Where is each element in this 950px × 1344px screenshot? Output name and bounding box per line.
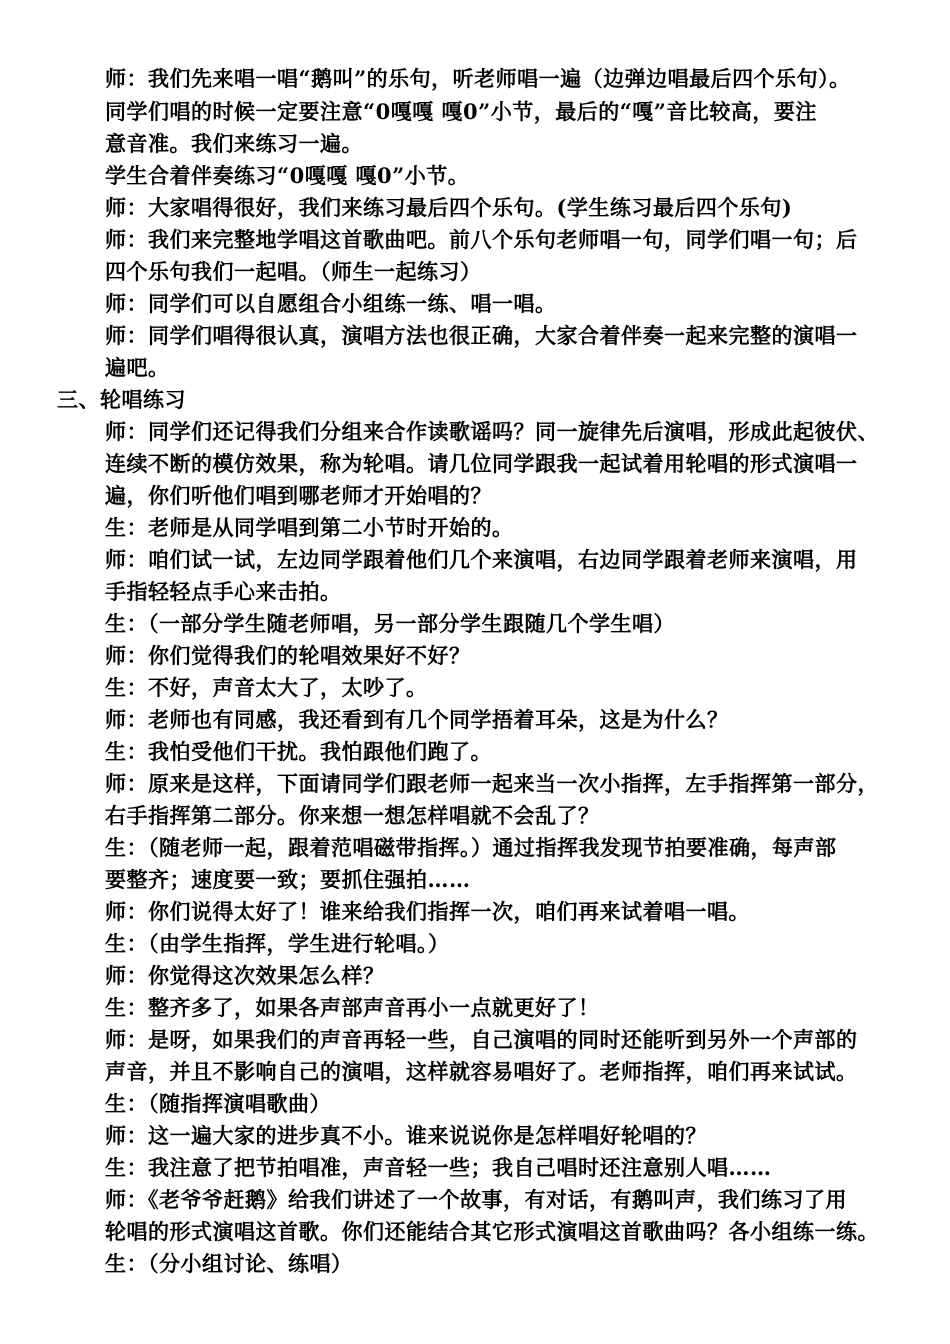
text-line: 师：同学们唱得很认真，演唱方法也很正确，大家合着伴奏一起来完整的演唱一 (105, 323, 858, 348)
section-heading: 三、轮唱练习 (57, 387, 186, 412)
text-line: 师：我们先来唱一唱“鹅叫”的乐句，听老师唱一遍（边弹边唱最后四个乐句）。 (105, 66, 851, 91)
text-line: 师：大家唱得很好，我们来练习最后四个乐句。(学生练习最后四个乐句) (105, 195, 793, 220)
text-line: 师：《老爷爷赶鹅》给我们讲述了一个故事，有对话，有鹅叫声，我们练习了用 (105, 1187, 847, 1212)
text-line: 右手指挥第二部分。你来想一想怎样唱就不会乱了？ (105, 803, 600, 828)
text-line: 生：（一部分学生随老师唱，另一部分学生跟随几个学生唱） (105, 611, 675, 636)
text-line: 师：同学们可以自愿组合小组练一练、唱一唱。 (105, 291, 557, 316)
text-line: 意音准。我们来练习一遍。 (105, 131, 363, 156)
text-line: 师：原来是这样，下面请同学们跟老师一起来当一次小指挥，左手指挥第一部分， (105, 771, 879, 796)
text-line: 连续不断的模仿效果，称为轮唱。请几位同学跟我一起试着用轮唱的形式演唱一 (105, 451, 858, 476)
text-line: 师：是呀，如果我们的声音再轻一些，自己演唱的同时还能听到另外一个声部的 (105, 1027, 858, 1052)
text-line: 师：你们觉得我们的轮唱效果好不好？ (105, 643, 471, 668)
text-line: 生：（随老师一起，跟着范唱磁带指挥。）通过指挥我发现节拍要准确，每声部 (105, 835, 837, 860)
text-line: 生：我注意了把节拍唱准，声音轻一些；我自己唱时还注意别人唱…… (105, 1155, 772, 1180)
text-line: 要整齐；速度要一致；要抓住强拍…… (105, 867, 471, 892)
text-line: 师：老师也有同感，我还看到有几个同学捂着耳朵，这是为什么？ (105, 707, 729, 732)
text-line: 师：咱们试一试，左边同学跟着他们几个来演唱，右边同学跟着老师来演唱，用 (105, 547, 858, 572)
text-line: 生：（由学生指挥，学生进行轮唱。） (105, 931, 450, 956)
text-line: 手指轻轻点手心来击拍。 (105, 579, 342, 604)
text-line: 生：（随指挥演唱歌曲） (105, 1091, 331, 1116)
text-line: 生：我怕受他们干扰。我怕跟他们跑了。 (105, 739, 492, 764)
text-line: 遍，你们听他们唱到哪老师才开始唱的？ (105, 483, 492, 508)
text-line: 声音，并且不影响自己的演唱，这样就容易唱好了。老师指挥，咱们再来试试。 (105, 1059, 858, 1084)
text-line: 生：（分小组讨论、练唱） (105, 1251, 353, 1276)
text-line: 生：老师是从同学唱到第二小节时开始的。 (105, 515, 514, 540)
text-line: 四个乐句我们一起唱。（师生一起练习） (105, 259, 482, 284)
text-line: 轮唱的形式演唱这首歌。你们还能结合其它形式演唱这首歌曲吗？各小组练一练。 (105, 1219, 879, 1244)
text-line: 师：你们说得太好了！谁来给我们指挥一次，咱们再来试着唱一唱。 (105, 899, 750, 924)
text-line: 同学们唱的时候一定要注意“0嘎嘎 嘎0”小节，最后的“嘎”音比较高，要注 (105, 99, 817, 124)
text-line: 师：你觉得这次效果怎么样？ (105, 963, 385, 988)
text-line: 生：不好，声音太大了，太吵了。 (105, 675, 428, 700)
text-line: 学生合着伴奏练习“0嘎嘎 嘎0”小节。 (105, 163, 470, 188)
text-line: 师：这一遍大家的进步真不小。谁来说说你是怎样唱好轮唱的？ (105, 1123, 707, 1148)
text-line: 生：整齐多了，如果各声部声音再小一点就更好了！ (105, 995, 600, 1020)
text-line: 师：我们来完整地学唱这首歌曲吧。前八个乐句老师唱一句，同学们唱一句；后 (105, 227, 858, 252)
text-line: 师：同学们还记得我们分组来合作读歌谣吗？同一旋律先后演唱，形成此起彼伏、 (105, 419, 879, 444)
text-line: 遍吧。 (105, 355, 170, 380)
